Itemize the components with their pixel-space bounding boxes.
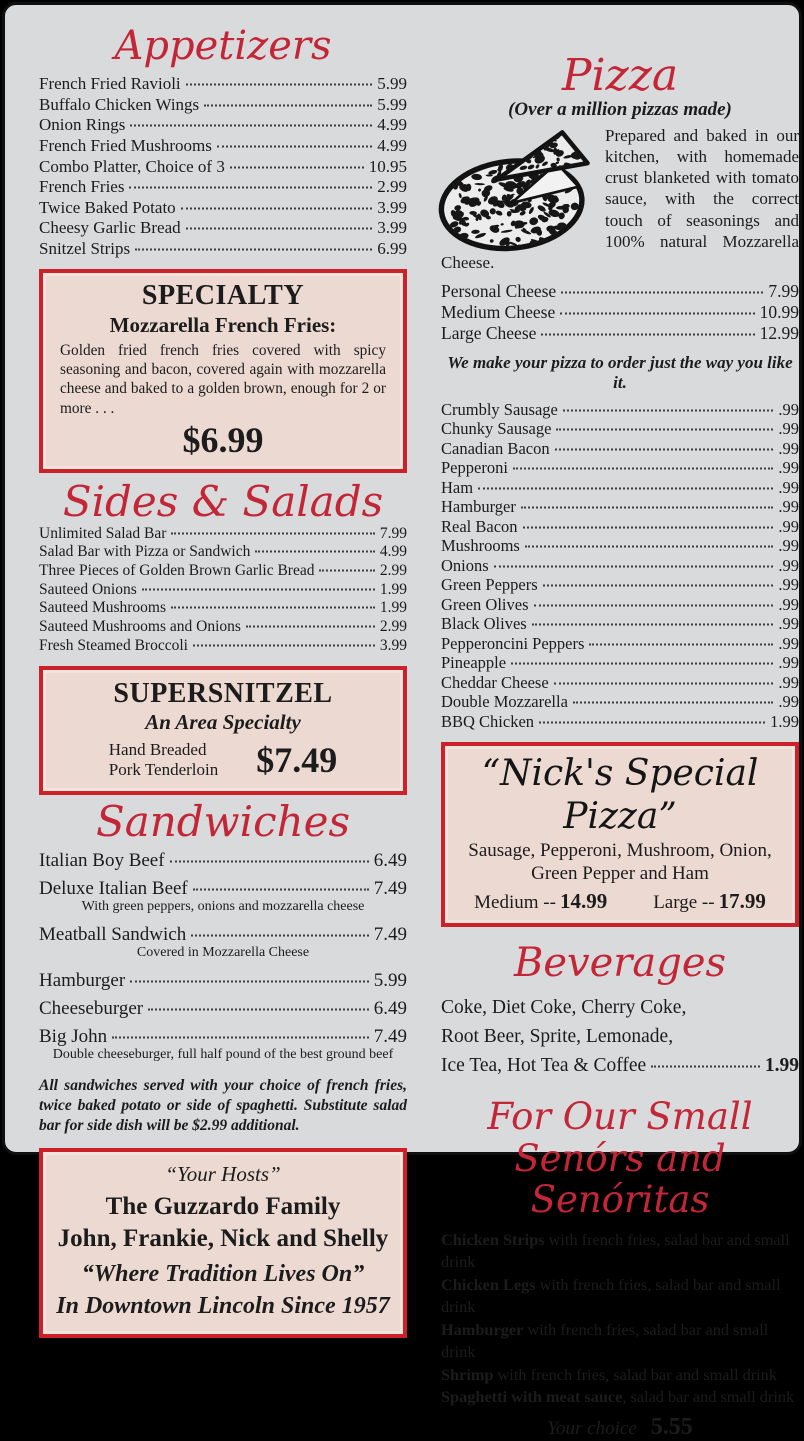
item-price: 4.99 (377, 115, 407, 135)
dot-leader (511, 663, 773, 665)
beverages-line3-text: Ice Tea, Hot Tea & Coffee (441, 1055, 647, 1077)
kids-item-detail: with french fries, salad bar and small drink (441, 1274, 781, 1317)
hosts-box (39, 1148, 407, 1337)
item-name: Black Olives (441, 614, 527, 634)
item-name: Sauteed Mushrooms (39, 599, 167, 617)
item-name: Onion Rings (39, 115, 126, 135)
dot-leader (193, 644, 375, 646)
menu-item-row (39, 923, 407, 964)
menu-item-row (441, 497, 799, 517)
nicks-line1: Sausage, Pepperoni, Mushroom, Onion, (468, 839, 772, 861)
kids-item-name: Spaghetti with meat sauce (441, 1387, 623, 1407)
kids-item-name: Chicken Strips (441, 1229, 545, 1249)
dot-leader (191, 934, 369, 936)
supersnitzel-label (109, 740, 218, 779)
menu-item-row (39, 581, 407, 600)
menu-item-row (39, 177, 407, 198)
item-price: .99 (778, 419, 799, 439)
dot-leader (563, 409, 774, 411)
dot-leader (204, 104, 372, 106)
dot-leader (130, 125, 372, 127)
item-name: Cheesy Garlic Bread (39, 218, 181, 238)
item-price: 2.99 (377, 177, 407, 197)
dot-leader (186, 228, 373, 230)
menu-item-row (441, 281, 799, 302)
specialty-heading: SPECIALTY (141, 279, 305, 311)
specialty-description: Golden fried french fries covered with spicy seasoning and bacon, covered again with mozzarella cheese and baked to a golden brown, enough for 2 or more . . . (60, 341, 386, 417)
kids-item-detail: with french fries, salad bar and small drink (441, 1229, 790, 1272)
menu-item-row (441, 556, 799, 576)
kids-choice-price: 5.55 (650, 1413, 693, 1440)
sandwiches-title: Sandwiches (95, 796, 351, 846)
menu-item-row (39, 157, 407, 178)
item-name: Twice Baked Potato (39, 197, 176, 217)
appetizers-list (39, 74, 407, 259)
dot-leader (135, 248, 372, 250)
item-name: Cheddar Cheese (441, 672, 549, 692)
item-name: Combo Platter, Choice of 3 (39, 156, 225, 176)
menu-item-row (441, 536, 799, 556)
pizza-title: Pizza (561, 50, 679, 101)
item-price: 6.49 (373, 849, 407, 871)
item-name: Hamburger (39, 969, 126, 991)
beverages-title: Beverages (513, 940, 727, 987)
pizza-description: Prepared and baked in our kitchen, with homemade crust blanketed with tomato sauce, with the correct touch of seasonings and 100% natural Mozzarella Cheese. (441, 126, 799, 272)
menu-item-row (441, 458, 799, 478)
beverages-price: 1.99 (764, 1055, 799, 1077)
menu-item-row (39, 218, 407, 239)
nicks-title: “Nick's Special Pizza” (481, 753, 759, 838)
item-price: 7.49 (373, 923, 407, 945)
item-price: 7.99 (768, 280, 799, 301)
item-price: .99 (778, 594, 799, 614)
item-price: 2.99 (379, 618, 407, 636)
menu-item-row (39, 562, 407, 581)
item-name: Ham (441, 477, 474, 497)
menu-item-row (39, 95, 407, 116)
dot-leader (539, 721, 765, 723)
item-name: Large Cheese (441, 322, 537, 343)
menu-item-row (441, 595, 799, 615)
kids-title-line1: For Our Small (487, 1095, 753, 1139)
item-name: Sauteed Onions (39, 580, 137, 598)
pizza-toppings-list (441, 400, 799, 732)
item-name: Three Pieces of Golden Brown Garlic Bread (39, 561, 315, 579)
menu-item-row (441, 634, 799, 654)
item-name: Double Mozzarella (441, 692, 568, 712)
pizza-illustration (427, 127, 599, 249)
item-price: 12.99 (759, 322, 799, 343)
nicks-line2: Green Pepper and Ham (531, 863, 709, 885)
kids-item-name: Shrimp (441, 1364, 494, 1384)
pizza-order-note: We make your pizza to order just the way you like it. (447, 352, 793, 392)
item-name: Hamburger (441, 497, 516, 517)
item-name: Big John (39, 1025, 108, 1047)
menu-item-row (39, 543, 407, 562)
hosts-line1: The Guzzardo Family (105, 1193, 341, 1221)
menu-item-row (441, 653, 799, 673)
hosts-tagline (53, 1259, 393, 1321)
item-price: .99 (778, 438, 799, 458)
dot-leader (230, 166, 364, 168)
item-name: Buffalo Chicken Wings (39, 94, 200, 114)
dot-leader (589, 643, 773, 645)
item-price: 10.99 (759, 301, 799, 322)
hosts-family (53, 1191, 393, 1255)
item-price: 6.99 (377, 238, 407, 258)
pizza-sizes-list (441, 281, 799, 344)
kids-item-detail: , salad bar and small drink (622, 1387, 795, 1407)
menu-item-row (441, 323, 799, 344)
dot-leader (555, 448, 774, 450)
nicks-large (653, 889, 766, 914)
dot-leader (255, 551, 375, 553)
item-price: .99 (778, 575, 799, 595)
pizza-intro (441, 125, 799, 273)
kids-title-line2: Senórs and Senóritas (514, 1136, 726, 1222)
dot-leader (193, 888, 369, 890)
item-note: Covered in Mozzarella Cheese (136, 944, 310, 960)
kids-item-row (441, 1386, 799, 1409)
menu-item-row (39, 198, 407, 219)
item-price: 1.99 (770, 711, 799, 731)
menu-item-row (441, 673, 799, 693)
specialty-price: $6.99 (182, 420, 264, 461)
item-name: Green Peppers (441, 575, 538, 595)
item-name: Crumbly Sausage (441, 399, 558, 419)
item-name: Personal Cheese (441, 280, 557, 301)
menu-item-row (441, 692, 799, 712)
dot-leader (142, 588, 375, 590)
dot-leader (534, 604, 774, 606)
item-name: Fresh Steamed Broccoli (39, 636, 188, 654)
kids-title (441, 1096, 799, 1220)
dot-leader (186, 84, 373, 86)
item-price: .99 (778, 497, 799, 517)
kids-item-row (441, 1229, 799, 1274)
item-price: 3.99 (377, 197, 407, 217)
menu-item-row (441, 614, 799, 634)
item-name: French Fried Ravioli (39, 74, 181, 94)
menu-page (2, 2, 802, 1440)
nicks-large-label: Large -- (653, 892, 715, 914)
item-name: Pineapple (441, 653, 507, 673)
supersnitzel-subheading: An Area Specialty (145, 709, 301, 734)
item-price: 6.49 (373, 997, 407, 1019)
menu-item-row (441, 419, 799, 439)
item-price: .99 (778, 672, 799, 692)
specialty-subheading: Mozzarella French Fries: (109, 312, 337, 337)
menu-item-row (39, 618, 407, 637)
item-price: 4.99 (379, 543, 407, 561)
beverages-line1: Coke, Diet Coke, Cherry Coke, (441, 997, 687, 1019)
supersnitzel-price: $7.49 (256, 739, 338, 780)
kids-item-row (441, 1364, 799, 1387)
item-price: .99 (778, 516, 799, 536)
dot-leader (541, 333, 754, 335)
item-price: 5.99 (373, 969, 407, 991)
item-price: .99 (778, 653, 799, 673)
menu-item-row (441, 439, 799, 459)
item-price: 4.99 (377, 135, 407, 155)
dot-leader (494, 565, 774, 567)
beverages-lines (441, 993, 799, 1080)
menu-item-row (39, 1025, 407, 1066)
menu-item-row (441, 302, 799, 323)
dot-leader (513, 468, 773, 470)
kids-list (441, 1229, 799, 1409)
nicks-prices (455, 889, 785, 914)
item-name: Pepperoni (441, 458, 508, 478)
item-price: 3.99 (377, 218, 407, 238)
item-name: Cheeseburger (39, 997, 144, 1019)
sandwiches-list (39, 849, 407, 1066)
item-price: 1.99 (379, 599, 407, 617)
kids-item-row (441, 1274, 799, 1319)
dot-leader (523, 526, 774, 528)
hosts-quote: “Your Hosts” (165, 1162, 281, 1187)
item-price: 5.99 (377, 94, 407, 114)
item-price: .99 (778, 399, 799, 419)
nicks-special-box (441, 742, 799, 927)
item-price: .99 (778, 614, 799, 634)
item-name: Sauteed Mushrooms and Onions (39, 618, 241, 636)
item-name: Pepperoncini Peppers (441, 633, 585, 653)
supersnitzel-box (39, 666, 407, 795)
dot-leader (112, 1036, 369, 1038)
kids-item-name: Hamburger (441, 1319, 524, 1339)
item-name: Canadian Bacon (441, 438, 550, 458)
dot-leader (171, 532, 374, 534)
dot-leader (319, 569, 374, 571)
dot-leader (561, 291, 763, 293)
dot-leader (532, 624, 774, 626)
item-price: 3.99 (379, 636, 407, 654)
item-name: Meatball Sandwich (39, 923, 187, 945)
dot-leader (171, 607, 375, 609)
menu-item-row (39, 74, 407, 95)
item-price: 5.99 (377, 74, 407, 94)
nicks-medium (474, 889, 607, 914)
dot-leader (148, 1008, 369, 1010)
item-name: Green Olives (441, 594, 529, 614)
menu-item-row (39, 997, 407, 1020)
dot-leader (170, 860, 369, 862)
kids-choice (441, 1414, 799, 1441)
item-price: 10.95 (368, 156, 407, 176)
item-price: 1.99 (379, 580, 407, 598)
nicks-medium-price: 14.99 (559, 889, 608, 914)
dot-leader (525, 546, 774, 548)
menu-item-row (441, 478, 799, 498)
item-price: .99 (778, 692, 799, 712)
dot-leader (246, 626, 375, 628)
menu-item-row (441, 517, 799, 537)
dot-leader (478, 487, 773, 489)
appetizers-title: Appetizers (114, 23, 332, 69)
dot-leader (129, 187, 372, 189)
item-name: Real Bacon (441, 516, 518, 536)
dot-leader (521, 507, 774, 509)
kids-item-detail: with french fries, salad bar and small drink (493, 1364, 777, 1384)
kids-item-detail: with french fries, salad bar and small drink (441, 1319, 769, 1362)
menu-item-row (39, 599, 407, 618)
menu-item-row (39, 969, 407, 992)
hosts-line2: John, Frankie, Nick and Shelly (57, 1225, 389, 1253)
item-name: French Fried Mushrooms (39, 135, 212, 155)
item-name: French Fries (39, 177, 125, 197)
item-price: .99 (778, 633, 799, 653)
supersnitzel-detail (57, 739, 389, 781)
item-price: .99 (778, 458, 799, 478)
item-name: Onions (441, 555, 489, 575)
dot-leader (560, 312, 754, 314)
specialty-box (39, 269, 407, 474)
dot-leader (573, 702, 773, 704)
left-column (39, 25, 407, 1338)
beverages-line3 (441, 1051, 799, 1080)
kids-item-name: Chicken Legs (441, 1274, 536, 1294)
dot-leader (543, 585, 774, 587)
item-price: 7.49 (373, 877, 407, 899)
menu-item-row (441, 400, 799, 420)
item-price: 7.49 (373, 1025, 407, 1047)
sides-title: Sides & Salads (62, 477, 384, 527)
beverages-line2: Root Beer, Sprite, Lemonade, (441, 1026, 674, 1048)
menu-item-row (39, 637, 407, 656)
supersnitzel-label-line2: Pork Tenderloin (108, 759, 219, 779)
kids-item-row (441, 1319, 799, 1364)
item-name: Unlimited Salad Bar (39, 524, 167, 542)
item-name: Salad Bar with Pizza or Sandwich (39, 543, 251, 561)
dot-leader (217, 145, 372, 147)
item-price: .99 (778, 536, 799, 556)
item-note: With green peppers, onions and mozzarella cheese (81, 898, 365, 914)
dot-leader (556, 429, 773, 431)
item-name: Medium Cheese (441, 301, 556, 322)
menu-item-row (39, 239, 407, 260)
hosts-tagline1: “Where Tradition Lives On” (81, 1261, 365, 1288)
kids-choice-label: Your choice (547, 1417, 637, 1439)
menu-item-row (441, 712, 799, 732)
menu-item-row (39, 525, 407, 544)
item-price: 7.99 (379, 524, 407, 542)
pizza-tagline: (Over a million pizzas made) (508, 99, 732, 121)
menu-item-row (39, 136, 407, 157)
item-price: .99 (778, 555, 799, 575)
item-price: .99 (778, 477, 799, 497)
item-name: Chunky Sausage (441, 419, 552, 439)
dot-leader (181, 207, 373, 209)
supersnitzel-label-line1: Hand Breaded (108, 739, 207, 759)
supersnitzel-heading: SUPERSNITZEL (113, 677, 333, 709)
right-column (441, 50, 799, 1441)
menu-item-row (39, 115, 407, 136)
menu-item-row (441, 575, 799, 595)
dot-leader (130, 980, 369, 982)
menu-item-row (39, 849, 407, 872)
item-name: Italian Boy Beef (39, 849, 165, 871)
item-price: 2.99 (379, 561, 407, 579)
item-name: BBQ Chicken (441, 711, 535, 731)
item-name: Mushrooms (441, 536, 520, 556)
dot-leader (554, 682, 774, 684)
sandwiches-footnote: All sandwiches served with your choice of french fries, twice baked potato or side of spaghetti. Substitute salad bar for side dish will be $2.99 additional. (39, 1076, 407, 1134)
menu-item-row (39, 877, 407, 918)
hosts-tagline2: In Downtown Lincoln Since 1957 (56, 1292, 390, 1319)
nicks-large-price: 17.99 (718, 889, 766, 914)
item-name: Deluxe Italian Beef (39, 877, 188, 899)
item-note: Double cheeseburger, full half pound of the best ground beef (52, 1046, 394, 1062)
dot-leader (651, 1066, 760, 1068)
nicks-medium-label: Medium -- (474, 892, 556, 914)
item-name: Snitzel Strips (39, 238, 131, 258)
sides-list (39, 525, 407, 656)
